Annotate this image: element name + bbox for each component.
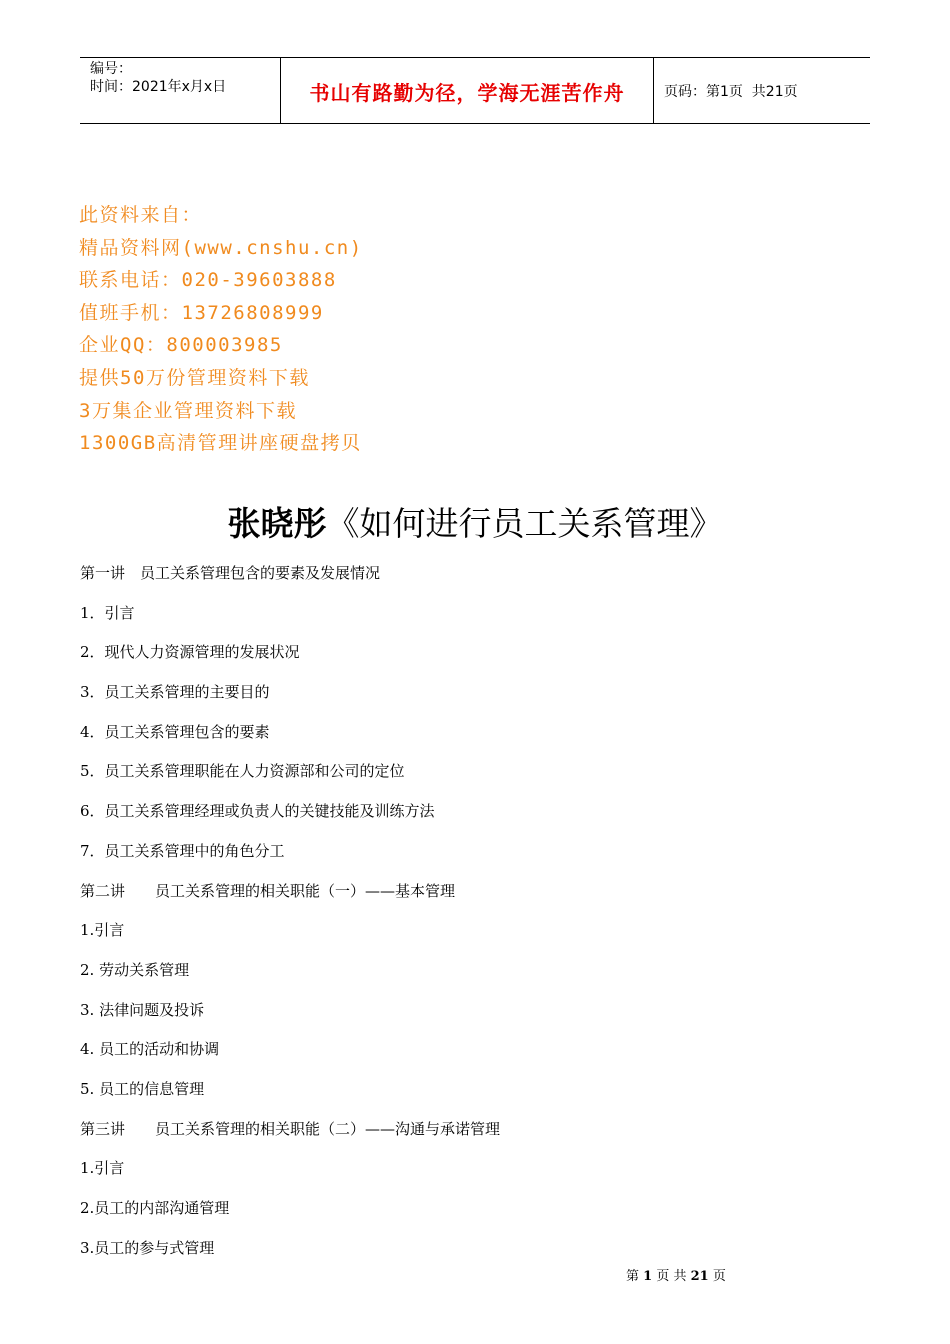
title-author: 张晓彤 bbox=[227, 504, 327, 543]
outline-line: 6．员工关系管理经理或负责人的关键技能及训练方法 bbox=[80, 802, 435, 821]
page-footer bbox=[626, 1267, 726, 1287]
header-motto: 书山有路勤为径，学海无涯苦作舟 bbox=[309, 81, 625, 105]
source-info-line: 精品资料网(www.cnshu.cn) bbox=[79, 236, 363, 259]
outline-line: 4. 员工的活动和协调 bbox=[80, 1040, 220, 1059]
source-info-line: 1300GB高清管理讲座硬盘拷贝 bbox=[79, 432, 362, 455]
footer-total-pages: 21 bbox=[690, 1269, 709, 1284]
document-number-label: 编号： bbox=[90, 61, 132, 77]
outline-line: 3. 法律问题及投诉 bbox=[80, 1000, 205, 1019]
header-page-info: 页码：第1页 共21页 bbox=[664, 84, 798, 100]
header-meta-cell bbox=[80, 58, 281, 123]
document-time-label: 时间：2021年x月x日 bbox=[90, 79, 227, 95]
source-info-line: 提供50万份管理资料下载 bbox=[79, 366, 310, 389]
document-header bbox=[80, 57, 870, 124]
title-name: 《如何进行员工关系管理》 bbox=[326, 504, 723, 543]
source-info-line: 企业QQ：800003985 bbox=[79, 334, 283, 357]
outline-line: 7．员工关系管理中的角色分工 bbox=[80, 841, 285, 860]
footer-suffix: 页 bbox=[712, 1269, 726, 1284]
outline-line: 1．引言 bbox=[80, 603, 135, 622]
outline-line: 3．员工关系管理的主要目的 bbox=[80, 683, 270, 702]
header-motto-cell bbox=[281, 58, 654, 123]
header-page-cell bbox=[654, 58, 870, 123]
source-info-line: 此资料来自： bbox=[79, 204, 203, 226]
outline-line: 第一讲 员工关系管理包含的要素及发展情况 bbox=[80, 564, 381, 582]
outline-line: 2. 劳动关系管理 bbox=[80, 960, 190, 979]
footer-prefix: 第 bbox=[626, 1269, 640, 1284]
outline-line: 第三讲 员工关系管理的相关职能（二）——沟通与承诺管理 bbox=[80, 1119, 501, 1138]
outline-line: 第二讲 员工关系管理的相关职能（一）——基本管理 bbox=[80, 881, 456, 900]
outline-line: 2．现代人力资源管理的发展状况 bbox=[80, 643, 300, 662]
source-info-line: 3万集企业管理资料下载 bbox=[79, 399, 297, 422]
footer-current-page: 1 bbox=[643, 1269, 653, 1284]
source-info-block bbox=[79, 199, 363, 460]
outline-line: 4．员工关系管理包含的要素 bbox=[80, 722, 270, 741]
outline-line: 1.引言 bbox=[80, 921, 125, 940]
document-title bbox=[0, 502, 950, 546]
outline-line: 5．员工关系管理职能在人力资源部和公司的定位 bbox=[80, 762, 405, 781]
outline-line: 5. 员工的信息管理 bbox=[80, 1079, 205, 1098]
footer-middle: 页 共 bbox=[656, 1269, 687, 1284]
outline-content bbox=[80, 561, 500, 1275]
source-info-line: 联系电话：020-39603888 bbox=[79, 269, 337, 292]
outline-line: 2.员工的内部沟通管理 bbox=[80, 1199, 230, 1217]
source-info-line: 值班手机：13726808999 bbox=[79, 301, 324, 324]
outline-line: 1.引言 bbox=[80, 1159, 125, 1178]
outline-line: 3.员工的参与式管理 bbox=[80, 1238, 215, 1257]
